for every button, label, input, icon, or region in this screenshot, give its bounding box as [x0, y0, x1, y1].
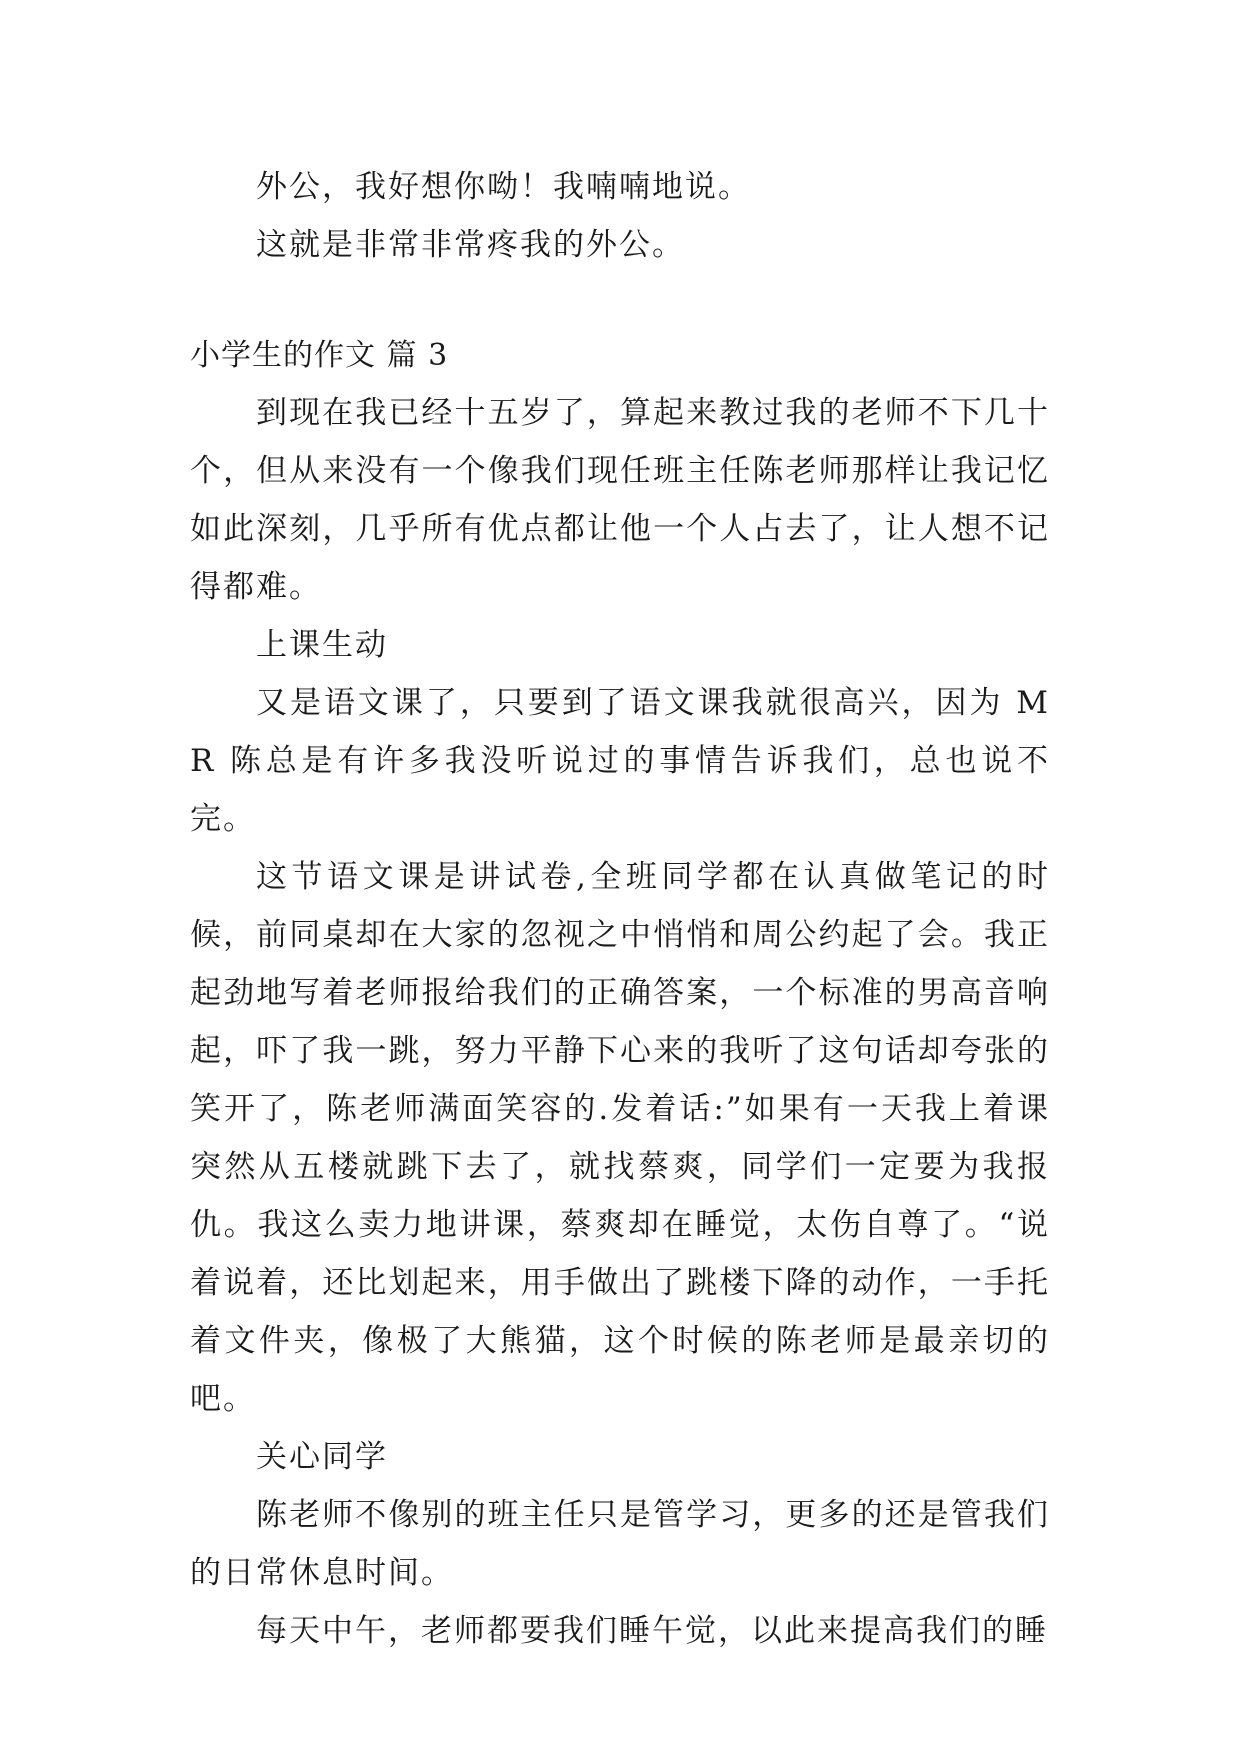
section-gap: [190, 274, 1050, 328]
paragraph-2: 这就是非常非常疼我的外公。: [256, 227, 685, 263]
paragraph-exam-review: 这节语文课是讲试卷,全班同学都在认真做笔记的时候，前同桌却在大家的忽视之中悄悄和周公约起了会。我正起劲地写着老师报给我们的正确答案，一个标准的男高音响起，吓了我一跳，努力平静下心来的我听了这句话却夸张的笑开了，陈老师满面笑容的.发着话:”如果有一天我上着课突然从五楼就跳下去了，就找蔡爽，同学们一定要为我报仇。我这么卖力地讲课，蔡爽却在睡觉，太伤自尊了。“说着说着，还比划起来，用手做出了跳楼下降的动作，一手托着文件夹，像极了大熊猫，这个时候的陈老师是最亲切的吧。: [190, 859, 1050, 1417]
paragraph-nap: 每天中午，老师都要我们睡午觉，以此来提高我们的睡: [256, 1613, 1048, 1649]
subheading-lively-class: 上课生动: [256, 627, 388, 663]
document-body: [190, 158, 1050, 1660]
subheading-caring: 关心同学: [256, 1439, 388, 1475]
paragraph-intro: 到现在我已经十五岁了，算起来教过我的老师不下几十个，但从来没有一个像我们现任班主任陈老师那样让我记忆如此深刻，几乎所有优点都让他一个人占去了，让人想不记得都难。: [190, 395, 1050, 605]
section-title: 小学生的作文 篇 3: [190, 338, 449, 373]
paragraph-rest-time: 陈老师不像别的班主任只是管学习，更多的还是管我们的日常休息时间。: [190, 1497, 1050, 1591]
paragraph-1: 外公，我好想你呦！我喃喃地说。: [256, 169, 751, 205]
paragraph-chinese-class: 又是语文课了，只要到了语文课我就很高兴，因为 MR 陈总是有许多我没听说过的事情告诉我们，总也说不完。: [190, 685, 1050, 837]
